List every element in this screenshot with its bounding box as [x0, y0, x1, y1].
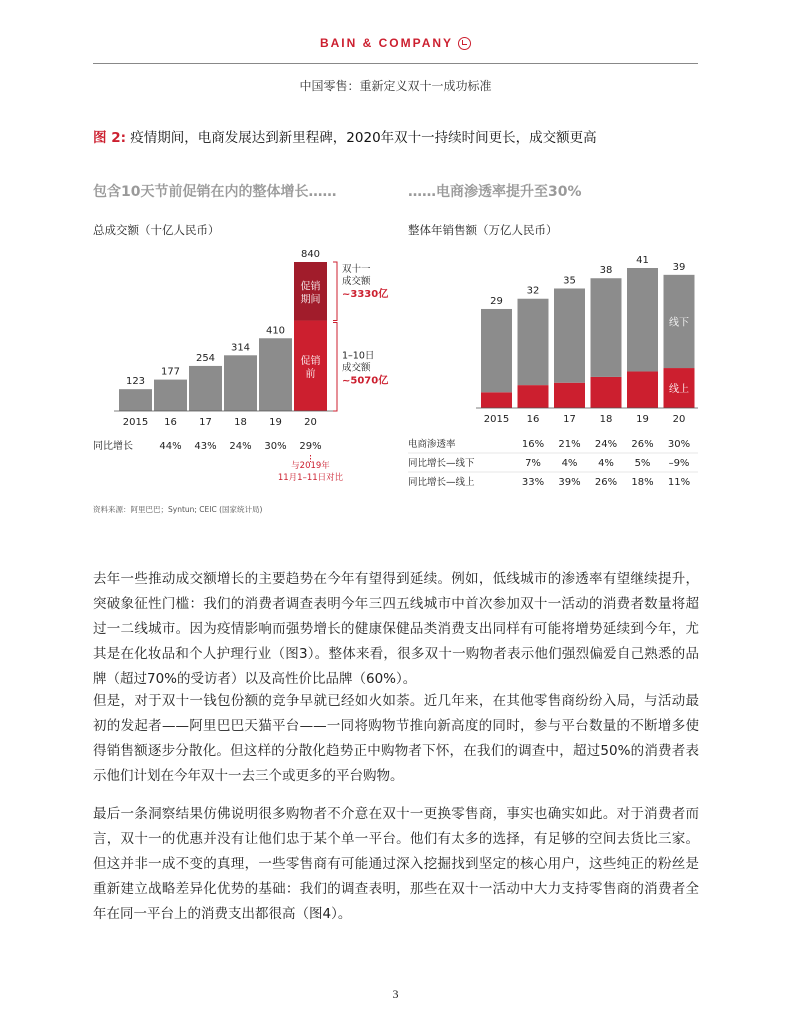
bar-online-sales [518, 385, 549, 408]
bar-value-label: 39 [672, 261, 686, 273]
bar-online-sales [627, 371, 658, 408]
bar-offline-sales [591, 278, 622, 377]
figure-title-text: 疫情期间，电商发展达到新里程碑，2020年双十一持续时间更长，成交额更高 [130, 130, 597, 146]
bar-online-sales [481, 392, 512, 408]
stat-value: 4% [598, 458, 614, 469]
bar-value-label: 29 [490, 295, 503, 307]
x-tick-label: 16 [164, 417, 177, 428]
yoy-growth-value: 44% [159, 441, 182, 452]
stat-value: 16% [521, 439, 545, 450]
bar-offline-sales [518, 299, 549, 385]
x-tick-label: 20 [672, 414, 686, 425]
x-tick-label: 18 [599, 414, 613, 425]
running-header: 中国零售：重新定义双十一成功标准 [299, 79, 492, 93]
bar-2020-pre-label: 前 [305, 368, 316, 380]
stat-value: 39% [558, 477, 581, 488]
stat-row-label: 同比增长—线下 [408, 458, 475, 469]
bar-value-label: 410 [265, 325, 286, 337]
left-chart-ylabel: 总成交额（十亿人民币） [93, 223, 220, 237]
x-tick-label: 19 [269, 417, 282, 428]
x-tick-label: 2015 [122, 417, 149, 428]
bar-2020-pre-label: 促销 [300, 355, 321, 367]
yoy-growth-value: 24% [229, 441, 252, 452]
bar-value-label: 314 [230, 342, 251, 354]
bar-online-sales [554, 383, 585, 408]
stat-value: 4% [561, 458, 578, 469]
pre-promo-bracket [333, 323, 337, 411]
bar-total-gmv [154, 380, 187, 411]
promo-annotation: 成交额 [342, 276, 371, 287]
stat-row-label: 电商渗透率 [408, 439, 456, 450]
bar-value-label: 254 [195, 352, 216, 364]
brand-logo-text: BAIN & COMPANY [0, 36, 791, 50]
bar-offline-sales [481, 309, 512, 392]
stat-value: 26% [594, 477, 618, 488]
stat-value: 11% [667, 477, 691, 488]
stat-row-label: 同比增长—线上 [408, 477, 475, 488]
bar-value-label: 38 [599, 265, 613, 277]
bar-value-label: 123 [125, 376, 146, 388]
yoy-growth-value: 29% [299, 441, 322, 452]
bar-total-gmv [259, 338, 292, 411]
bar-offline-sales [627, 268, 658, 371]
body-paragraph-1: 去年一些推动成交额增长的主要趋势在今年有望得到延续。例如，低线城市的渗透率有望继续提升，突破象征性门槛：我们的消费者调查表明今年三四五线城市中首次参加双十一活动的消费者数量将超过一二线城市。因为疫情影响而强势增长的健康保健品类消费支出同样有可能将增势延续到今年，尤其是在化妆品和个人护理行业（图3）。整体来看，很多双十一购物者表示他们强烈偏爱自己熟悉的品牌（超过70%的受访者）以及高性价比品牌（60%）。 [93, 571, 699, 687]
right-chart-subtitle: ……电商渗透率提升至30% [408, 184, 582, 200]
figure-label: 图 2: [93, 130, 126, 146]
source-note: 资料来源：阿里巴巴；Syntun; CEIC (国家统计局) [93, 505, 263, 514]
stat-value: 5% [634, 458, 651, 469]
bar-value-label: 35 [563, 275, 576, 287]
bar-value-label: 32 [526, 285, 540, 297]
x-tick-label: 17 [563, 414, 576, 425]
pre-promo-annotation: 1–10日 [342, 350, 375, 362]
stat-value: 18% [631, 477, 654, 488]
pre-promo-annotation-value: ~5070亿 [342, 375, 389, 387]
stat-value: 33% [521, 477, 545, 488]
right-chart-ylabel: 整体年销售额（万亿人民币） [408, 223, 558, 237]
series-label-offline: 线下 [669, 317, 689, 329]
comparison-note: 与2019年 [291, 461, 330, 471]
x-tick-label: 17 [199, 417, 212, 428]
stat-value: 7% [525, 458, 541, 469]
series-label-online: 线上 [669, 384, 689, 396]
page-number: 3 [392, 987, 399, 1001]
promo-annotation-value: ~3330亿 [342, 289, 389, 300]
bar-value-label: 41 [636, 255, 649, 266]
stat-value: –9% [668, 458, 690, 469]
bar-2020-promo-label: 促销 [300, 281, 321, 293]
bar-total-gmv [119, 389, 152, 411]
stat-value: 21% [558, 439, 581, 450]
promo-bracket [333, 262, 337, 321]
x-tick-label: 18 [234, 417, 247, 428]
stat-value: 26% [631, 439, 654, 450]
x-tick-label: 20 [304, 417, 317, 428]
bar-2020-promo-label: 期间 [300, 294, 321, 306]
body-paragraph-3: 最后一条洞察结果仿佛说明很多购物者不介意在双十一更换零售商，事实也确实如此。对于消费者而言，双十一的优惠并没有让他们忠于某个单一平台。他们有太多的选择，有足够的空间去货比三家。但这并非一成不变的真理，一些零售商有可能通过深入挖掘找到坚定的核心用户，这些纯正的粉丝是重新建立战略差异化优势的基础：我们的调查表明，那些在双十一活动中大力支持零售商的消费者全年在同一平台上的消费支出都很高（图4）。 [93, 806, 699, 922]
bar-offline-sales [554, 288, 585, 382]
pre-promo-annotation: 成交额 [342, 362, 371, 374]
promo-annotation: 双十一 [342, 264, 371, 275]
bar-online-sales [591, 377, 622, 408]
bar-value-label: 177 [160, 366, 181, 378]
yoy-growth-value: 30% [264, 441, 287, 452]
bar-total-gmv [224, 355, 257, 411]
left-chart-subtitle: 包含10天节前促销在内的整体增长…… [93, 184, 337, 200]
x-tick-label: 16 [526, 414, 540, 425]
bar-value-label: 840 [300, 249, 321, 260]
x-tick-label: 2015 [483, 414, 510, 425]
bar-total-gmv [189, 366, 222, 411]
yoy-growth-value: 43% [194, 441, 217, 452]
yoy-growth-label: 同比增长 [93, 441, 133, 452]
stat-value: 24% [594, 439, 618, 450]
body-paragraph-2: 但是，对于双十一钱包份额的竞争早就已经如火如荼。近几年来，在其他零售商纷纷入局，与活动最初的发起者——阿里巴巴天猫平台——一同将购物节推向新高度的同时，参与平台数量的不断增多使得销售额逐步分散化。但这样的分散化趋势正中购物者下怀，在我们的调查中，超过50%的消费者表示他们计划在今年双十一去三个或更多的平台购物。 [93, 693, 699, 784]
x-tick-label: 19 [636, 414, 649, 425]
comparison-note: 11月1–11日对比 [277, 473, 344, 483]
stat-value: 30% [667, 439, 691, 450]
